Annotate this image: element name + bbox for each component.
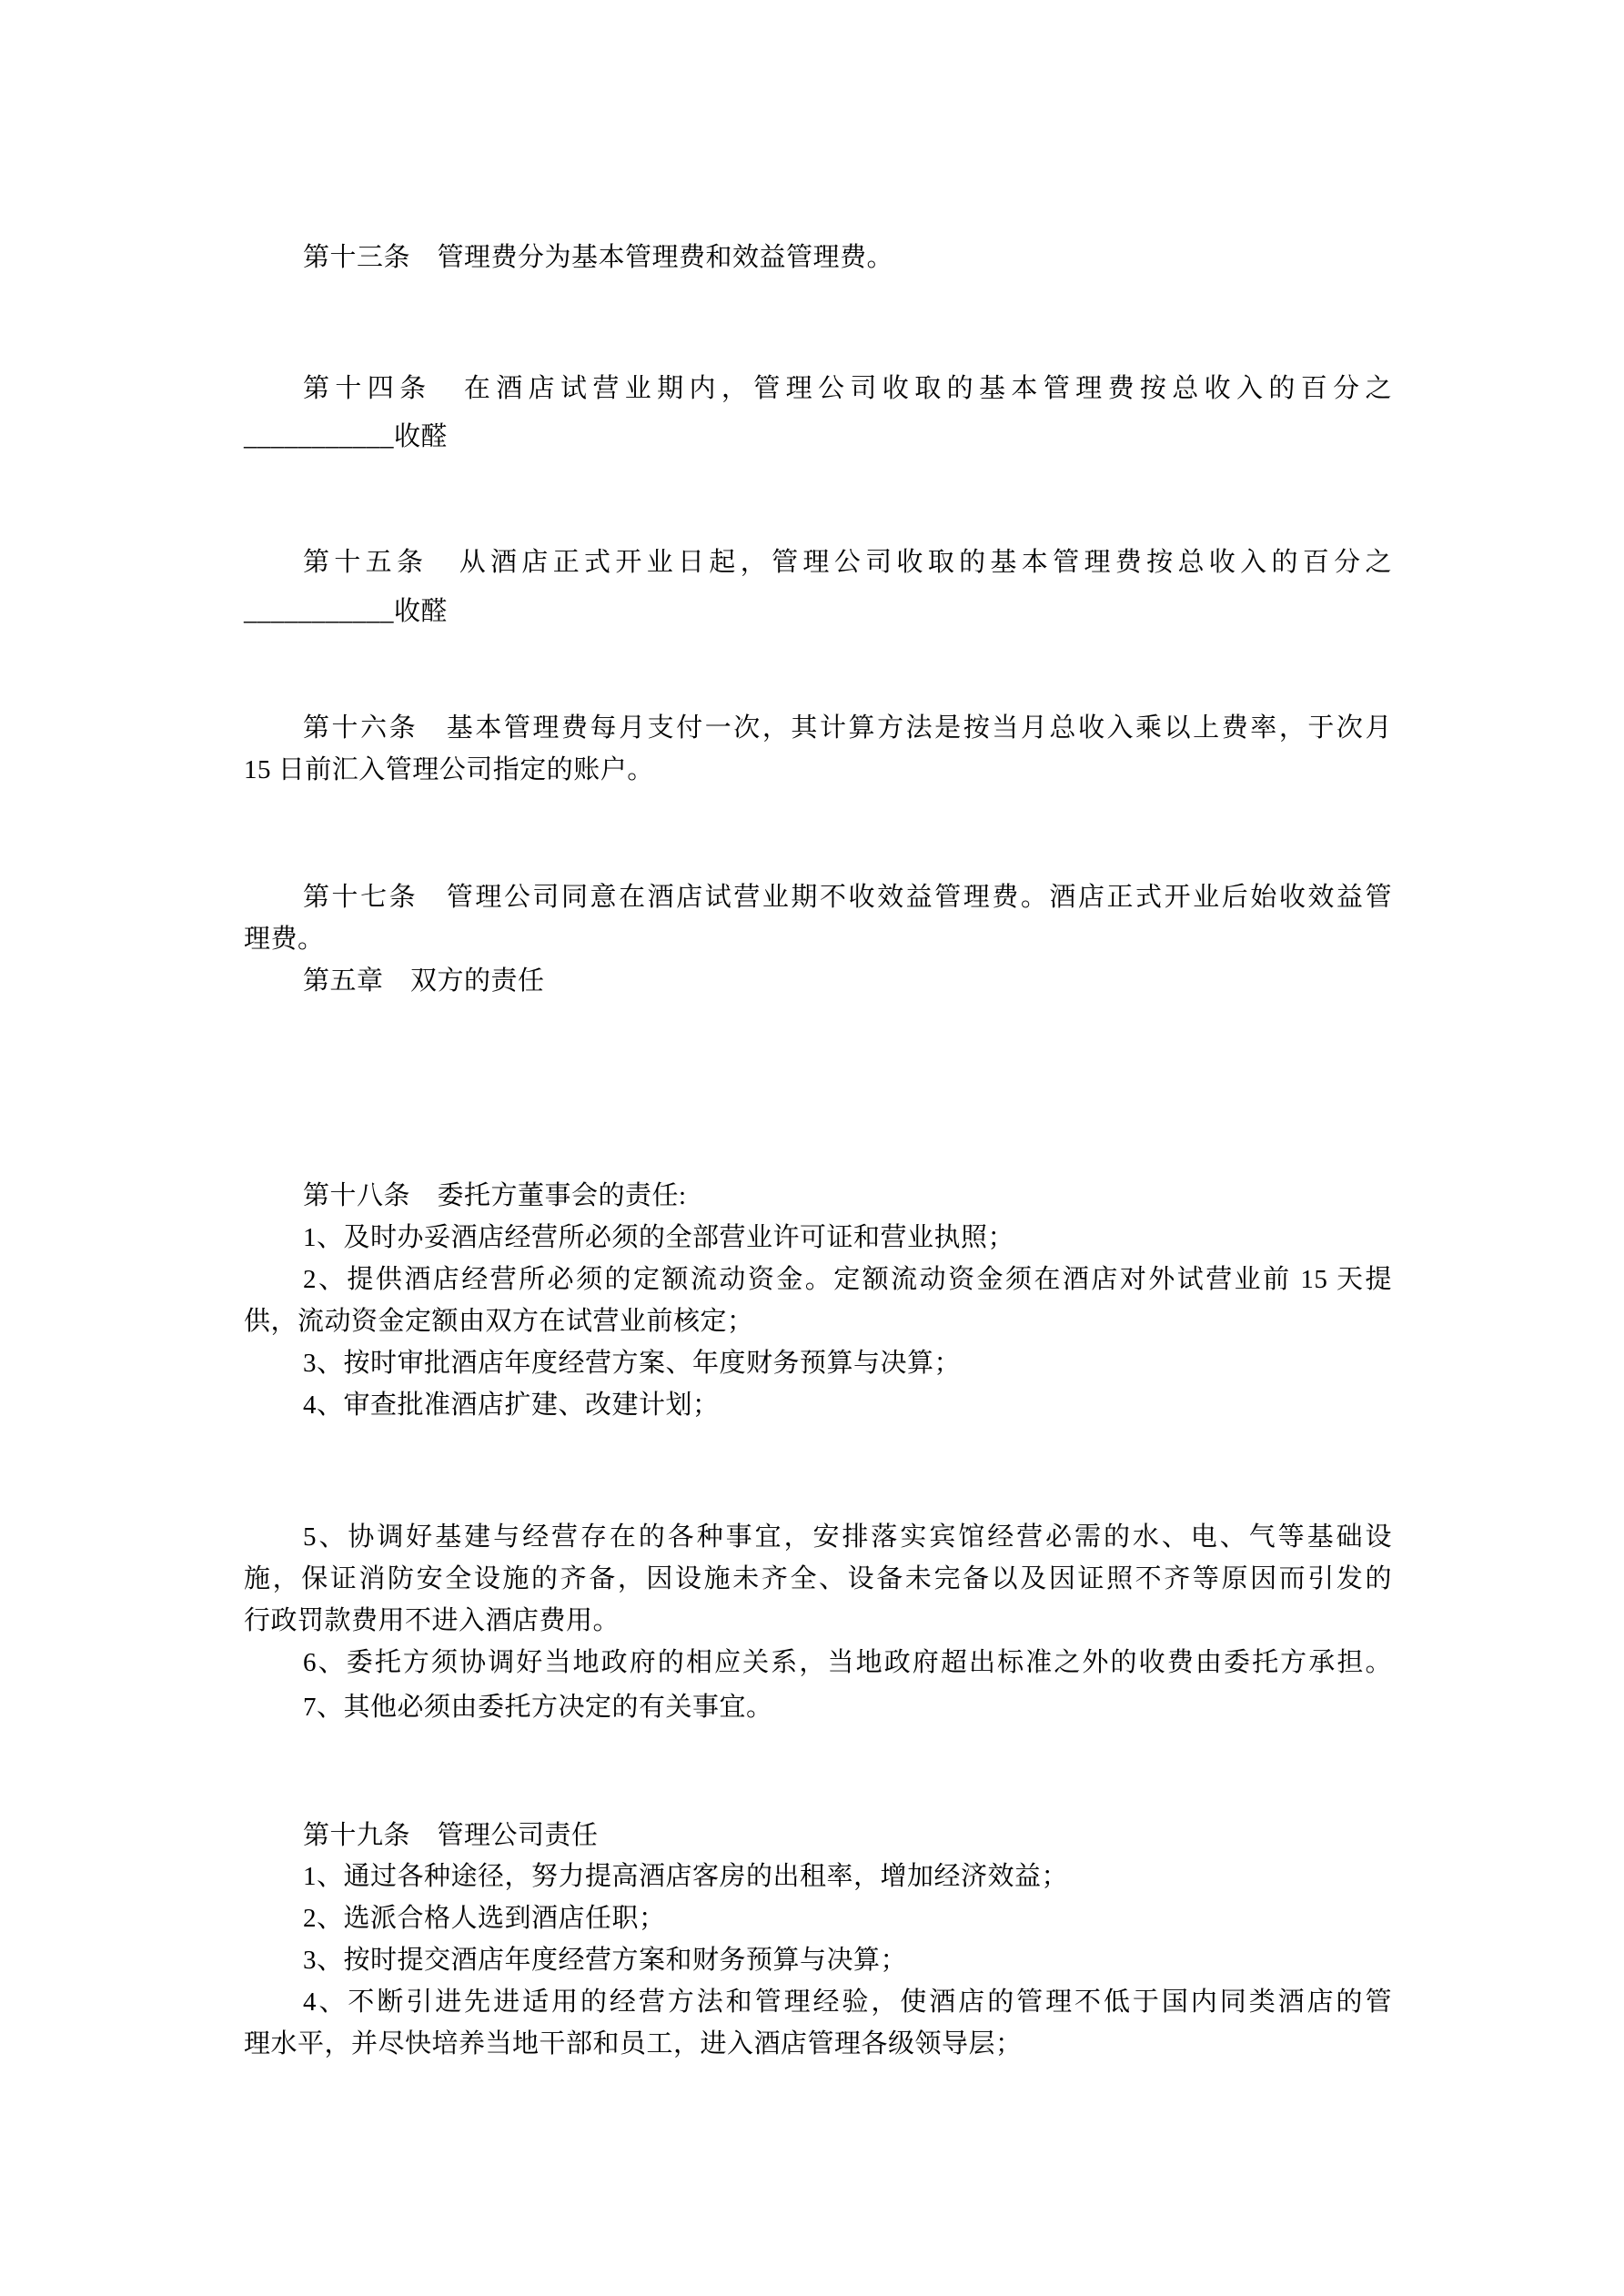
fill-in-blank-line: ___________收醛 [244,597,449,626]
article-19-heading: 第十九条 管理公司责任 [303,1821,599,1850]
article-19-item-4-line-1: 4、不断引进先进适用的经营方法和管理经验，使酒店的管理不低于国内同类酒店的管 [303,1988,1392,2017]
article-18-item-1: 1、及时办妥酒店经营所必须的全部营业许可证和营业执照； [303,1223,1015,1252]
article-18-item-5-line-3: 行政罚款费用不进入酒店费用。 [244,1606,620,1635]
article-18-item-6: 6、委托方须协调好当地政府的相应关系，当地政府超出标准之外的收费由委托方承担。 [303,1648,1392,1677]
article-19-item-4-line-2: 理水平，并尽快培养当地干部和员工，进入酒店管理各级领导层； [244,2029,1023,2058]
article-18-heading: 第十八条 委托方董事会的责任: [303,1181,687,1210]
article-18-item-7: 7、其他必须由委托方决定的有关事宜。 [303,1693,773,1722]
article-17-line-1: 第十七条 管理公司同意在酒店试营业期不收效益管理费。酒店正式开业后始收效益管 [303,883,1392,912]
fill-in-blank-line: ___________收醛 [244,422,449,451]
article-18-item-5-line-1: 5、协调好基建与经营存在的各种事宜，安排落实宾馆经营必需的水、电、气等基础设 [303,1522,1392,1552]
article-13-line: 第十三条 管理费分为基本管理费和效益管理费。 [303,243,894,272]
article-16-line-1: 第十六条 基本管理费每月支付一次，其计算方法是按当月总收入乘以上费率，于次月 [303,713,1392,743]
article-18-item-4: 4、审查批准酒店扩建、改建计划； [303,1391,720,1420]
article-18-item-5-line-2: 施，保证消防安全设施的齐备，因设施未齐全、设备未完备以及因证照不齐等原因而引发的 [244,1564,1392,1593]
article-15-line-1: 第十五条 从酒店正式开业日起，管理公司收取的基本管理费按总收入的百分之 [303,548,1392,577]
article-14-line-1: 第十四条 在酒店试营业期内，管理公司收取的基本管理费按总收入的百分之 [303,374,1392,403]
article-16-line-2: 15 日前汇入管理公司指定的账户。 [244,755,654,784]
chapter-5-heading: 第五章 双方的责任 [303,966,545,996]
article-18-item-3: 3、按时审批酒店年度经营方案、年度财务预算与决算； [303,1349,962,1378]
article-18-item-2-line-1: 2、提供酒店经营所必须的定额流动资金。定额流动资金须在酒店对外试营业前 15 天提 [303,1265,1392,1294]
article-17-line-2: 理费。 [244,925,325,954]
article-18-item-2-line-2: 供，流动资金定额由双方在试营业前核定； [244,1307,754,1336]
article-19-item-1: 1、通过各种途径，努力提高酒店客房的出租率，增加经济效益； [303,1862,1069,1891]
article-19-item-2: 2、选派合格人选到酒店任职； [303,1904,666,1933]
article-19-item-3: 3、按时提交酒店年度经营方案和财务预算与决算； [303,1946,908,1975]
